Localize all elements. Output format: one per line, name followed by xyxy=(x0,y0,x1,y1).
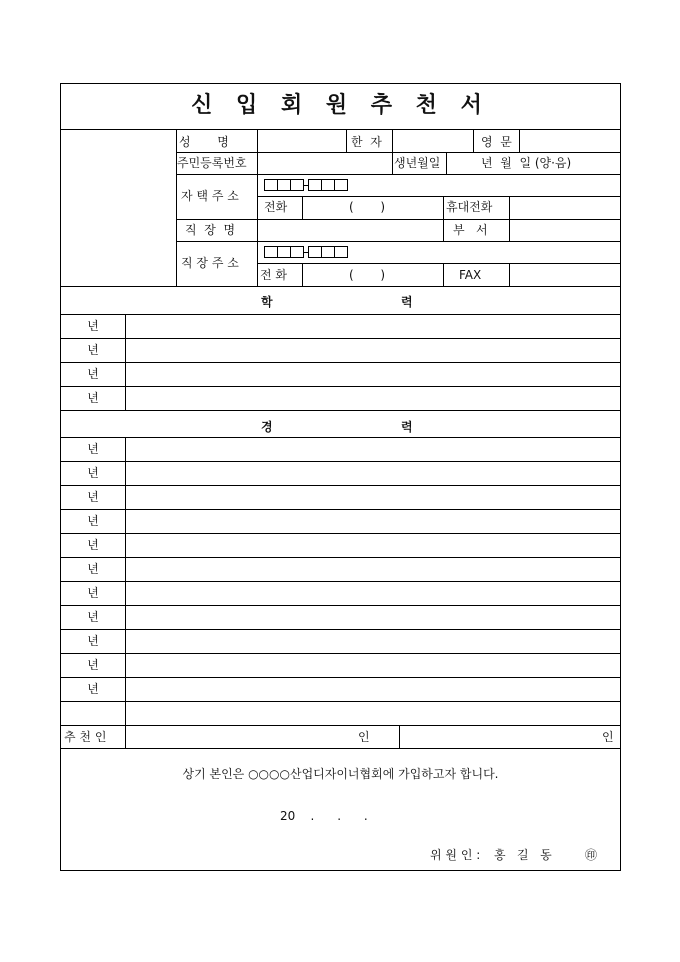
col-line xyxy=(302,196,303,219)
career-year: 년 xyxy=(87,442,99,456)
mobile-input[interactable] xyxy=(510,197,620,219)
career-entry[interactable] xyxy=(126,462,620,485)
hanja-input[interactable] xyxy=(393,130,473,152)
career-header-right: 력 xyxy=(401,420,413,434)
education-year: 년 xyxy=(87,343,99,357)
form-title: 신 입 회 원 추 천 서 xyxy=(191,92,490,118)
career-year: 년 xyxy=(87,538,99,552)
career-year: 년 xyxy=(87,682,99,696)
education-header-right: 력 xyxy=(401,295,413,309)
career-year: 년 xyxy=(87,490,99,504)
seal-mark: ㊞ xyxy=(585,848,598,862)
career-entry[interactable] xyxy=(126,654,620,677)
recommender-label: 추 천 인 xyxy=(64,730,107,744)
education-entry[interactable] xyxy=(126,363,620,386)
career-year: 년 xyxy=(87,658,99,672)
career-year: 년 xyxy=(87,586,99,600)
postcode-box[interactable] xyxy=(334,179,348,191)
department-label: 부 서 xyxy=(453,223,488,237)
career-entry[interactable] xyxy=(126,582,620,605)
row-line xyxy=(176,174,620,175)
col-line xyxy=(443,263,444,286)
career-entry[interactable] xyxy=(126,630,620,653)
postcode-box[interactable] xyxy=(290,179,304,191)
row-line xyxy=(61,748,620,749)
mobile-label: 휴대전화 xyxy=(446,200,493,214)
col-line xyxy=(443,196,444,219)
col-line xyxy=(473,129,474,152)
education-header-left: 학 xyxy=(261,295,273,309)
career-entry[interactable] xyxy=(126,558,620,581)
application-statement: 상기 본인은 ○○○○산업디자이너협회에 가입하고자 합니다. xyxy=(182,767,499,781)
career-header-left: 경 xyxy=(261,420,273,434)
english-name-label: 영 문 xyxy=(481,135,512,149)
col-line xyxy=(446,152,447,174)
signer-label: 위 원 인 : xyxy=(430,848,481,862)
work-phone-label: 전 화 xyxy=(260,268,287,282)
col-line xyxy=(302,263,303,286)
col-line xyxy=(392,152,393,174)
career-entry[interactable] xyxy=(126,678,620,701)
fax-label: FAX xyxy=(459,268,482,282)
phone-area-code[interactable]: ( ) xyxy=(349,200,386,214)
name-label: 성 명 xyxy=(179,135,229,149)
career-year: 년 xyxy=(87,634,99,648)
postcode-box[interactable] xyxy=(277,246,291,258)
career-entry[interactable] xyxy=(126,438,620,461)
birth-date-field[interactable]: 년 월 일 (양·음) xyxy=(481,156,572,170)
education-year: 년 xyxy=(87,367,99,381)
department-input[interactable] xyxy=(510,220,620,241)
resident-no-input[interactable] xyxy=(258,153,392,174)
hanja-label: 한 자 xyxy=(351,135,382,149)
company-label: 직 장 명 xyxy=(185,223,236,237)
recommender-2-input[interactable] xyxy=(400,726,620,748)
work-address-label: 직 장 주 소 xyxy=(181,256,239,270)
postcode-box[interactable] xyxy=(308,179,322,191)
education-year: 년 xyxy=(87,319,99,333)
col-line xyxy=(443,219,444,241)
postcode-box[interactable] xyxy=(334,246,348,258)
english-name-input[interactable] xyxy=(520,130,620,152)
education-entry[interactable] xyxy=(126,339,620,362)
recommender-2-seal: 인 xyxy=(602,730,614,744)
career-entry[interactable] xyxy=(126,486,620,509)
application-date[interactable]: 20 . . . xyxy=(280,809,368,823)
career-entry[interactable] xyxy=(126,702,620,725)
education-entry[interactable] xyxy=(126,387,620,410)
recommender-1-seal: 인 xyxy=(358,730,370,744)
company-input[interactable] xyxy=(258,220,443,241)
birth-label: 생년월일 xyxy=(394,156,441,170)
postcode-box[interactable] xyxy=(264,246,278,258)
education-year: 년 xyxy=(87,391,99,405)
career-year: 년 xyxy=(87,466,99,480)
postcode-box[interactable] xyxy=(290,246,304,258)
col-line xyxy=(346,129,347,152)
postcode-box[interactable] xyxy=(321,179,335,191)
career-year: 년 xyxy=(87,562,99,576)
signer-name: 홍 길 동 xyxy=(494,848,552,862)
row-line xyxy=(176,152,620,153)
postcode-box[interactable] xyxy=(264,179,278,191)
membership-recommendation-form xyxy=(60,83,621,871)
photo-box[interactable] xyxy=(61,129,176,286)
career-entry[interactable] xyxy=(126,534,620,557)
fax-input[interactable] xyxy=(510,264,620,286)
resident-no-label: 주민등록번호 xyxy=(177,156,247,170)
home-address-label: 자 택 주 소 xyxy=(181,189,239,203)
phone-label: 전화 xyxy=(264,200,288,214)
postcode-box[interactable] xyxy=(321,246,335,258)
work-phone-area-code[interactable]: ( ) xyxy=(349,268,386,282)
postcode-box[interactable] xyxy=(277,179,291,191)
row-line xyxy=(61,410,620,411)
row-line xyxy=(61,286,620,287)
career-entry[interactable] xyxy=(126,606,620,629)
career-year: 년 xyxy=(87,514,99,528)
postcode-box[interactable] xyxy=(308,246,322,258)
career-year: 년 xyxy=(87,610,99,624)
name-input[interactable] xyxy=(258,130,346,152)
education-entry[interactable] xyxy=(126,315,620,338)
row-line xyxy=(176,241,620,242)
career-entry[interactable] xyxy=(126,510,620,533)
